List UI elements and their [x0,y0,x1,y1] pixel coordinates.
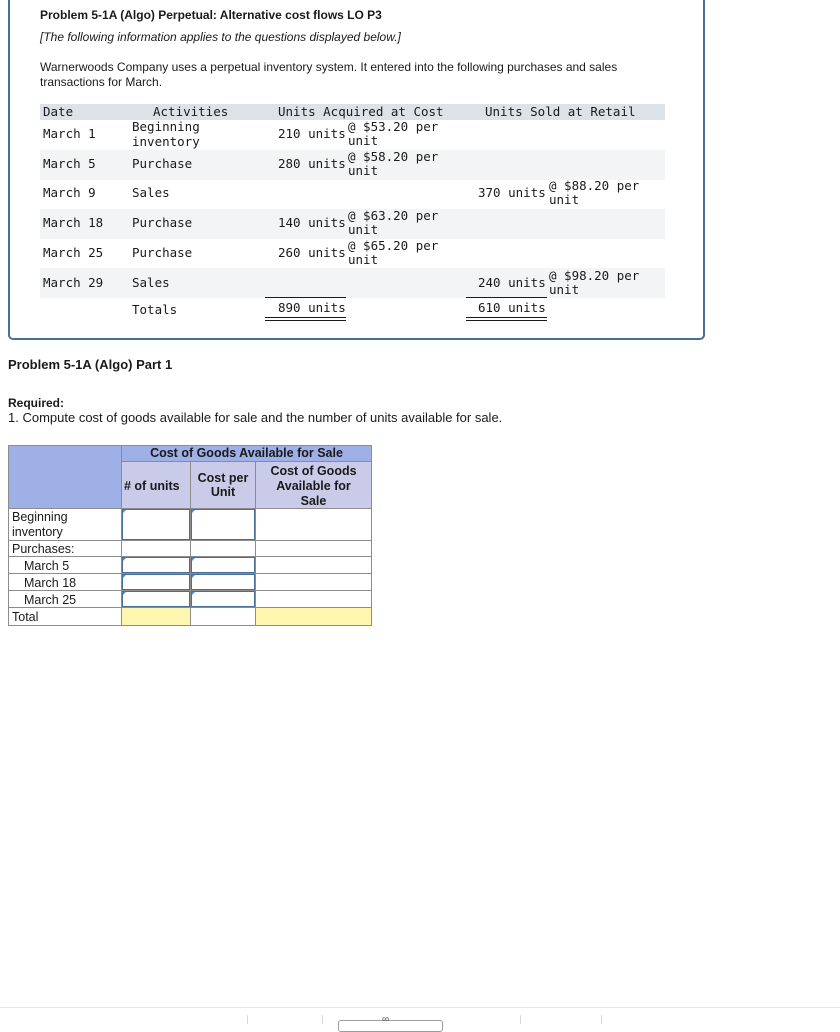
row-date: March 25 [43,245,104,260]
part-title: Problem 5-1A (Algo) Part 1 [8,357,173,372]
row-acquired-unit: unit [348,163,379,178]
cogs-col-total-header [255,461,372,509]
row-purchases-label: Purchases: [12,542,75,556]
march5-cost-input[interactable] [191,557,255,573]
acquired-total-underline [265,297,346,298]
row-activity: Purchase [132,245,193,260]
row-march18-label-cell [8,573,122,591]
row-total-label-cell [8,607,122,626]
row-beginning-line2: inventory [12,525,63,539]
row-sold-units: 240 units [478,275,546,290]
row-acquired-price: @ $65.20 per [348,238,439,253]
row-date: March 18 [43,215,104,230]
link-icon: ∞ [382,1014,390,1025]
beginning-units-input[interactable] [122,509,190,540]
march5-units-input[interactable] [122,557,190,573]
row-march18-label: March 18 [24,576,77,590]
problem-note: [The following information applies to the questions displayed below.] [40,30,401,44]
row-date: March 9 [43,185,96,200]
total-units-cell [121,607,191,626]
row-beginning-label-cell [8,508,122,541]
cogs-col-total-line3: Sale [300,494,327,508]
problem-title: Problem 5-1A (Algo) Perpetual: Alternative cost flows LO P3 [40,8,382,22]
row-activity: Sales [132,185,170,200]
header-date: Date [43,104,74,119]
footer-separator [247,1015,248,1024]
row-acquired-price: @ $53.20 per [348,119,439,134]
row-activity: inventory [132,134,200,149]
row-date: March 29 [43,275,104,290]
total-cost-cell [190,607,256,626]
cogs-col-units-label: # of units [124,479,180,493]
row-beginning-line1: Beginning [12,510,68,524]
row-total-label: Total [12,610,39,624]
march18-total-cell [255,573,372,591]
row-acquired-units: 260 units [278,245,346,260]
row-activity: Beginning [132,119,200,134]
footer-separator [520,1015,521,1024]
row-activity: Purchase [132,215,193,230]
row-date: March 1 [43,126,96,141]
footer-separator [322,1015,323,1024]
march25-cost-input[interactable] [191,591,255,607]
row-sold-unit: unit [549,282,580,297]
row-sold-units: 370 units [478,185,546,200]
row-sold-price: @ $98.20 per [549,268,640,283]
totals-acquired: 890 units [278,300,346,315]
row-acquired-unit: unit [348,222,379,237]
empty-cell [255,540,372,557]
cogs-col-cost-line1: Cost per [197,471,249,485]
row-march5-label-cell [8,556,122,574]
row-acquired-price: @ $58.20 per [348,149,439,164]
problem-description: Warnerwoods Company uses a perpetual inventory system. It entered into the following purchases and sales transactions for March. [40,60,618,89]
header-units-sold: Units Sold at Retail [485,104,636,119]
row-acquired-unit: unit [348,252,379,267]
cogs-table-title: Cost of Goods Available for Sale [121,445,372,462]
empty-cell [121,540,191,557]
beginning-cost-input[interactable] [191,509,255,540]
row-acquired-units: 140 units [278,215,346,230]
cogs-col-cost-line2: Unit [210,485,236,499]
footer-nav-button[interactable] [338,1020,443,1032]
sold-total-double-underline [466,317,547,321]
total-cogs-cell [255,607,372,626]
cogs-col-total-line1: Cost of Goods [270,464,357,478]
empty-cell [190,540,256,557]
cogs-col-units-header [121,461,191,509]
cogs-col-total-line2: Available for [276,479,351,493]
row-acquired-unit: unit [348,133,379,148]
footer-separator [601,1015,602,1024]
row-activity: Sales [132,275,170,290]
totals-label: Totals [132,302,178,317]
march25-total-cell [255,590,372,608]
totals-sold: 610 units [478,300,546,315]
header-units-acquired: Units Acquired at Cost [278,104,444,119]
row-march25-label: March 25 [24,593,77,607]
march18-cost-input[interactable] [191,574,255,590]
row-march5-label: March 5 [24,559,70,573]
row-sold-unit: unit [549,192,580,207]
row-march25-label-cell [8,590,122,608]
cogs-header-corner [8,445,122,509]
row-activity: Purchase [132,156,193,171]
footer-divider [0,1007,840,1008]
row-sold-price: @ $88.20 per [549,178,640,193]
beginning-total-cell [255,508,372,541]
march25-units-input[interactable] [122,591,190,607]
row-date: March 5 [43,156,96,171]
row-acquired-price: @ $63.20 per [348,208,439,223]
required-text: 1. Compute cost of goods available for sale and the number of units available for sale. [8,410,503,425]
cogs-col-cost-header [190,461,256,509]
sold-total-underline [466,297,547,298]
header-activities: Activities [153,104,229,119]
row-purchases-label-cell [8,540,122,557]
march5-total-cell [255,556,372,574]
required-label: Required: [8,396,65,410]
row-acquired-units: 210 units [278,126,346,141]
row-acquired-units: 280 units [278,156,346,171]
acquired-total-double-underline [265,317,346,321]
march18-units-input[interactable] [122,574,190,590]
